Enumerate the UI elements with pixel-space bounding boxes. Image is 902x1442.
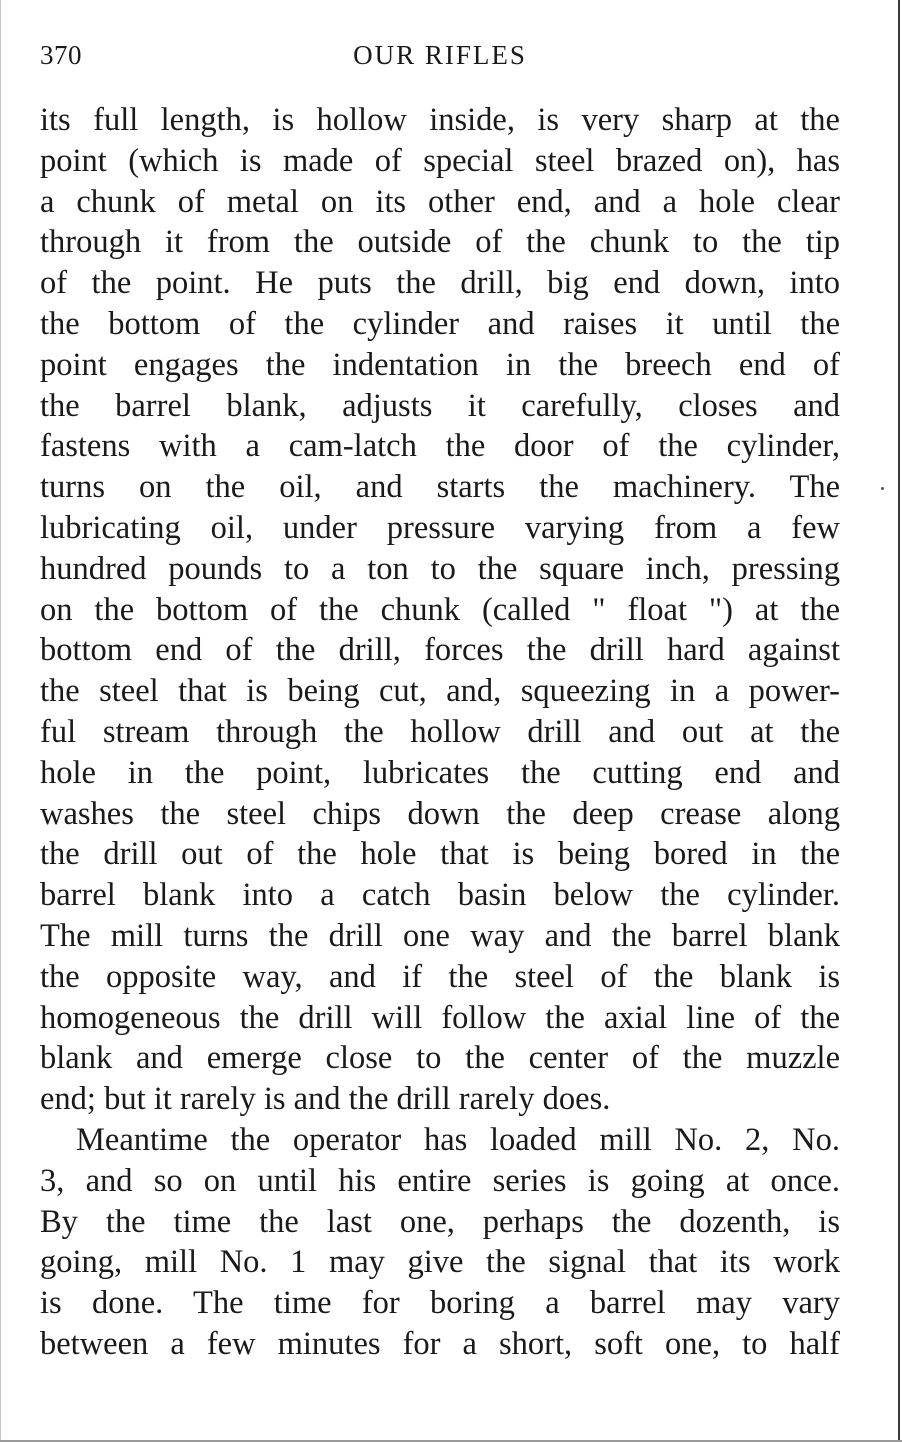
text-line: washes the steel chips down the deep crease along bbox=[40, 795, 840, 832]
text-line: going, mill No. 1 may give the signal that its work bbox=[40, 1244, 840, 1281]
text-line: the barrel blank, adjusts it carefully, closes and bbox=[40, 387, 840, 424]
text-line: of the point. He puts the drill, big end down, into bbox=[40, 265, 840, 302]
text-line: the steel that is being cut, and, squeezing in a power- bbox=[40, 673, 840, 710]
text-line: through it from the outside of the chunk to the tip bbox=[40, 224, 840, 261]
text-line: ful stream through the hollow drill and out at the bbox=[40, 713, 840, 750]
text-line: lubricating oil, under pressure varying from a few bbox=[40, 509, 840, 546]
text-line: end; but it rarely is and the drill rarely does. bbox=[40, 1081, 611, 1118]
page-number: 370 bbox=[40, 40, 82, 70]
text-line: bottom end of the drill, forces the drill hard against bbox=[40, 632, 840, 669]
text-line: barrel blank into a catch basin below the cylinder. bbox=[40, 877, 840, 914]
text-line: the opposite way, and if the steel of the blank is bbox=[40, 958, 840, 995]
text-line: a chunk of metal on its other end, and a hole clear bbox=[40, 183, 840, 220]
text-line: hundred pounds to a ton to the square inch, pressing bbox=[40, 550, 840, 587]
text-line: fastens with a cam-latch the door of the cylinder, bbox=[40, 428, 840, 465]
text-line: its full length, is hollow inside, is very sharp at the bbox=[40, 102, 840, 138]
scan-speck bbox=[881, 487, 884, 490]
text-line: turns on the oil, and starts the machinery. The bbox=[40, 469, 840, 506]
text-line: 3, and so on until his entire series is going at once. bbox=[40, 1162, 840, 1199]
text-line: blank and emerge close to the center of the muzzle bbox=[40, 1040, 840, 1077]
text-line: homogeneous the drill will follow the axial line of the bbox=[40, 999, 840, 1036]
page-edge-right bbox=[898, 0, 900, 1442]
body-text bbox=[40, 100, 840, 1365]
text-line: between a few minutes for a short, soft one, to half bbox=[40, 1325, 840, 1362]
text-line: the bottom of the cylinder and raises it until the bbox=[40, 305, 840, 342]
text-line: hole in the point, lubricates the cutting end and bbox=[40, 754, 840, 791]
text-line: Meantime the operator has loaded mill No. 2, No. bbox=[76, 1121, 840, 1158]
page-edge-left bbox=[0, 0, 1, 1442]
text-line: is done. The time for boring a barrel may vary bbox=[40, 1285, 840, 1322]
text-line: point (which is made of special steel brazed on), has bbox=[40, 142, 840, 179]
text-line: the drill out of the hole that is being bored in the bbox=[40, 836, 840, 873]
text-line: By the time the last one, perhaps the dozenth, is bbox=[40, 1203, 840, 1240]
running-title: OUR RIFLES bbox=[353, 40, 527, 70]
text-line: on the bottom of the chunk (called " float ") at the bbox=[40, 591, 840, 628]
running-head bbox=[40, 40, 840, 76]
text-line: The mill turns the drill one way and the barrel blank bbox=[40, 917, 840, 954]
text-line: point engages the indentation in the breech end of bbox=[40, 346, 840, 383]
